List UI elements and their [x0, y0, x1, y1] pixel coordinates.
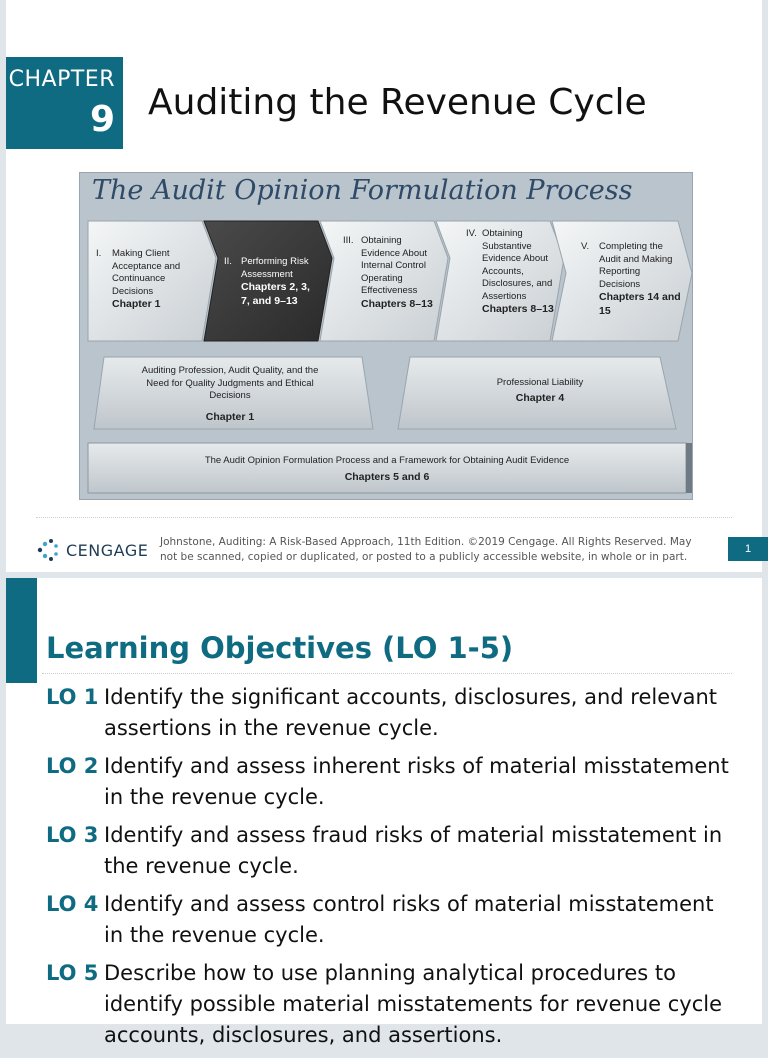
- foundation-left-label: Auditing Profession, Audit Quality, and the Need for Quality Judgments and Ethical Decisions: [141, 365, 319, 401]
- phase-1-label: Making Client Acceptance and Continuance Decisions: [112, 248, 181, 297]
- footer-divider: [36, 517, 732, 518]
- figure-shapes: [80, 173, 692, 499]
- phase-5-text: [599, 241, 681, 318]
- base-chapters: Chapters 5 and 6: [344, 470, 430, 483]
- objective-text: Identify the significant accounts, disclosures, and relevant assertions in the revenue cycle.: [104, 685, 717, 740]
- learning-objectives-list: [46, 682, 736, 1058]
- objective-code: LO 5: [46, 961, 99, 985]
- foundation-right-label: Professional Liability: [496, 377, 584, 388]
- objective-text: Describe how to use planning analytical procedures to identify possible material misstatements for revenue cycle accounts, disclosures, and assertions.: [104, 961, 723, 1047]
- phase-1-chapters: Chapter 1: [112, 298, 161, 310]
- phase-4-chapters: Chapters 8–13: [482, 303, 554, 315]
- objective-text: Identify and assess inherent risks of material misstatement in the revenue cycle.: [104, 754, 729, 809]
- phase-4-label: Obtaining Substantive Evidence About Accounts, Disclosures, and Assertions: [482, 228, 553, 302]
- chapter-label: CHAPTER: [8, 67, 115, 92]
- slide-title: Auditing the Revenue Cycle: [148, 82, 647, 123]
- cengage-logo-icon: [36, 538, 62, 562]
- phase-4-numeral: IV.: [466, 228, 477, 239]
- objective-code: LO 2: [46, 754, 99, 778]
- foundation-left-chapters: Chapter 1: [205, 410, 255, 423]
- chapter-number: 9: [89, 99, 115, 140]
- phase-3-chapters: Chapters 8–13: [361, 297, 433, 310]
- page-number: 1: [728, 537, 768, 561]
- audit-process-figure: [79, 172, 693, 500]
- base-text: [90, 455, 684, 484]
- chapter-badge: [6, 57, 123, 149]
- slide-title: Learning Objectives (LO 1-5): [46, 631, 514, 665]
- foundation-right-text: [460, 377, 620, 405]
- phase-3-numeral: III.: [343, 235, 354, 246]
- list-item: [46, 682, 736, 744]
- foundation-left-text: [140, 365, 320, 424]
- base-label: The Audit Opinion Formulation Process and a Framework for Obtaining Audit Evidence: [204, 455, 570, 466]
- phase-4-text: [482, 228, 554, 317]
- objective-code: LO 3: [46, 823, 99, 847]
- phase-2-text: [241, 256, 321, 308]
- phase-2-chapters: Chapters 2, 3, 7, and 9–13: [241, 281, 310, 307]
- phase-3-text: [361, 235, 435, 311]
- objective-text: Identify and assess fraud risks of material misstatement in the revenue cycle.: [104, 823, 723, 878]
- list-item: [46, 751, 736, 813]
- phase-2-numeral: II.: [224, 256, 232, 267]
- phase-5-label: Completing the Audit and Making Reporting Decisions: [599, 241, 673, 290]
- figure-title: The Audit Opinion Formulation Process: [92, 175, 633, 206]
- objective-code: LO 4: [46, 892, 99, 916]
- phase-1-numeral: I.: [96, 248, 102, 259]
- copyright-notice: Johnstone, Auditing: A Risk-Based Approach, 11th Edition. ©2019 Cengage. All Rights Reserved. May not be scanned, copied or duplicated, or posted to a publicly accessible website, in whole or in part.: [160, 536, 692, 563]
- objective-code: LO 1: [46, 685, 99, 709]
- slide-2: [6, 578, 762, 1047]
- phase-2-label: Performing Risk Assessment: [241, 256, 309, 280]
- slide-1: [6, 0, 762, 572]
- phase-5-numeral: V.: [581, 241, 590, 252]
- list-item: [46, 820, 736, 882]
- phase-5-chapters: Chapters 14 and 15: [599, 291, 681, 317]
- phase-3-label: Obtaining Evidence About Internal Control Operating Effectiveness: [361, 235, 428, 296]
- cengage-logo-text: CENGAGE: [66, 541, 149, 560]
- foundation-right-chapters: Chapter 4: [515, 391, 565, 404]
- list-item: [46, 889, 736, 951]
- phase-1-text: [112, 248, 188, 312]
- objective-text: Identify and assess control risks of material misstatement in the revenue cycle.: [104, 892, 714, 947]
- list-item: [46, 958, 736, 1051]
- accent-bar: [6, 578, 37, 683]
- title-divider: [42, 673, 732, 674]
